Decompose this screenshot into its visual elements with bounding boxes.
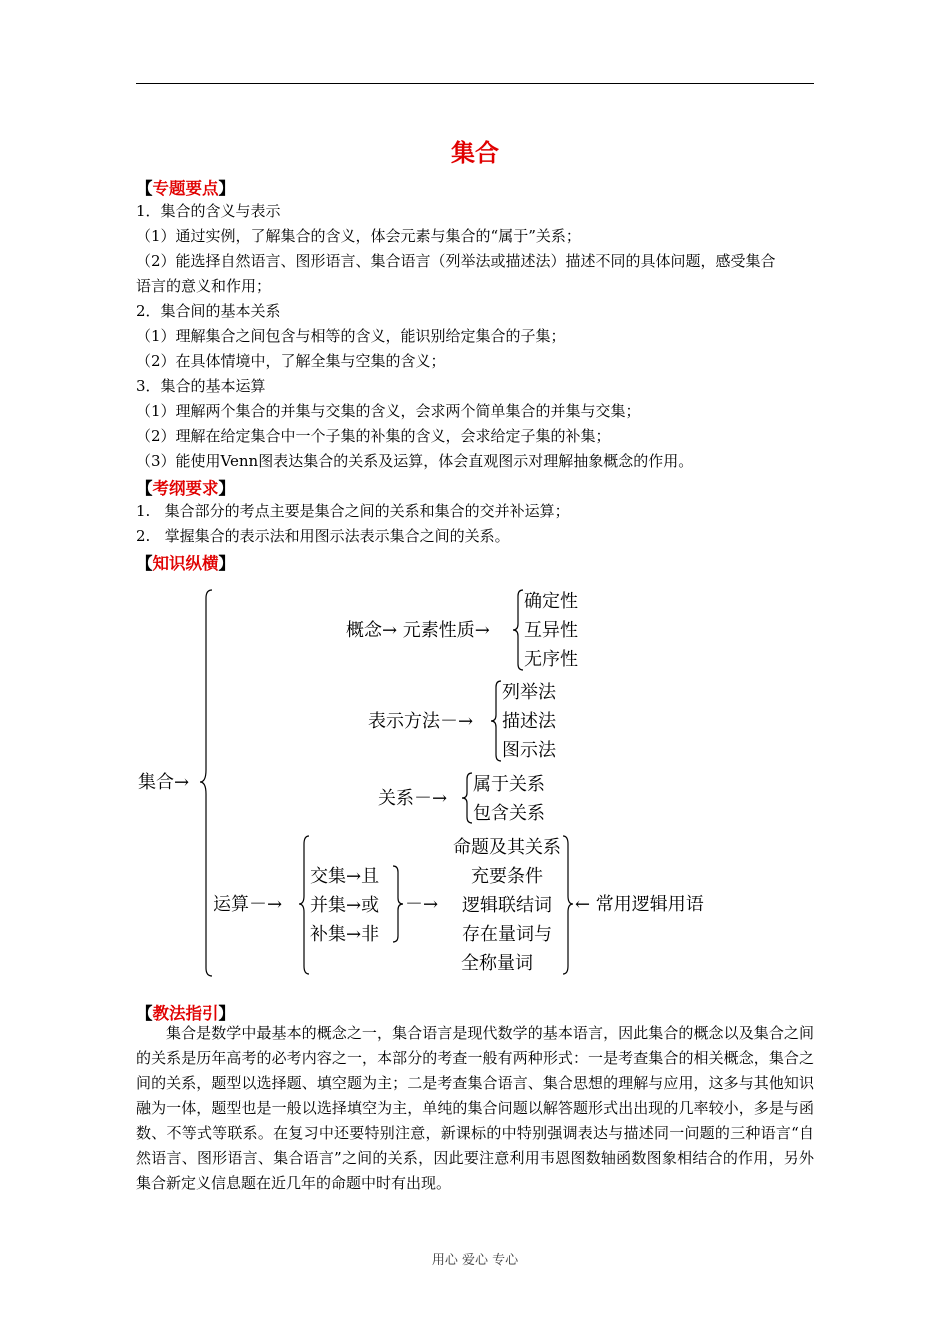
text-line: 3．集合的基本运算 xyxy=(136,377,266,395)
text-line: （2）在具体情境中，了解全集与空集的含义； xyxy=(136,352,446,370)
root-brace xyxy=(200,590,212,976)
representation-brace xyxy=(491,681,501,761)
relation-type: 包含关系 xyxy=(473,803,545,824)
operation-item: 补集→非 xyxy=(310,924,380,945)
section-heading-label: 知识纵横 xyxy=(152,554,219,573)
logic-item: 全称量词 xyxy=(461,953,533,974)
logic-item: 充要条件 xyxy=(471,866,543,887)
rep-method: 列举法 xyxy=(502,682,556,703)
section-heading-label: 考纲要求 xyxy=(152,479,219,498)
section-heading-teaching: 【教法指引】 xyxy=(136,1004,235,1023)
operation-item: 并集→或 xyxy=(310,895,380,916)
logic-brace xyxy=(563,836,573,974)
concept-label: 概念→ 元素性质→ xyxy=(346,620,490,641)
operation-label: 运算－→ xyxy=(213,894,283,915)
rep-method: 描述法 xyxy=(502,711,556,732)
teaching-paragraph: 集合是数学中最基本的概念之一，集合语言是现代数学的基本语言，因此集合的概念以及集合之间的关系是历年高考的必考内容之一，本部分的考查一般有两种形式：一是考查集合的相关概念，集合之间的关系，题型以选择题、填空题为主；二是考查集合语言、集合思想的理解与应用，这多与其他知识融为一体，题型也是一般以选择填空为主，单纯的集合问题以解答题形式出出现的几率较小，多是与函数、不等式等联系。在复习中还要特别注意，新课标的中特别强调表达与描述同一问题的三种语言“自然语言、图形语言、集合语言”之间的关系，因此要注意利用韦恩图数轴函数图象相结合的作用，另外集合新定义信息题在近几年的命题中时有出现。 xyxy=(136,1024,814,1192)
diagram-root-label: 集合→ xyxy=(138,772,190,793)
text-line: （1）通过实例，了解集合的含义，体会元素与集合的“属于”关系； xyxy=(136,227,581,245)
text-line: （2）能选择自然语言、图形语言、集合语言（列举法或描述法）描述不同的具体问题，感受集合 xyxy=(136,252,776,270)
page-title: 集合 xyxy=(451,139,499,167)
header-rule xyxy=(136,83,814,84)
concept-prop: 互异性 xyxy=(524,620,578,641)
section-heading-knowledge: 【知识纵横】 xyxy=(136,554,235,573)
operation-inner-brace xyxy=(393,866,403,942)
knowledge-diagram xyxy=(0,580,950,985)
operation-item: 交集→且 xyxy=(310,866,380,887)
rep-method: 图示法 xyxy=(502,740,556,761)
section-heading-label: 教法指引 xyxy=(152,1004,219,1023)
concept-prop: 无序性 xyxy=(524,649,578,670)
relation-brace xyxy=(462,773,472,823)
text-line: 2. 掌握集合的表示法和用图示法表示集合之间的关系。 xyxy=(136,527,510,545)
section-heading-exam-requirements: 【考纲要求】 xyxy=(136,479,235,498)
page-footer: 用心 爱心 专心 xyxy=(431,1253,519,1268)
section-heading-label: 专题要点 xyxy=(152,179,219,198)
logic-item: 命题及其关系 xyxy=(453,837,561,858)
concept-prop: 确定性 xyxy=(524,591,578,612)
logic-item: 逻辑联结词 xyxy=(462,895,552,916)
representation-label: 表示方法－→ xyxy=(368,711,474,732)
text-line: 语言的意义和作用； xyxy=(136,277,272,295)
section-heading-key-points: 【专题要点】 xyxy=(136,179,235,198)
relation-type: 属于关系 xyxy=(473,774,545,795)
logic-item: 存在量词与 xyxy=(462,924,552,945)
text-line: （2）理解在给定集合中一个子集的补集的含义，会求给定子集的补集； xyxy=(136,427,611,445)
text-line: 1. 集合部分的考点主要是集合之间的关系和集合的交并补运算； xyxy=(136,502,570,520)
operation-arrow: －→ xyxy=(405,894,439,915)
text-line: （1）理解集合之间包含与相等的含义，能识别给定集合的子集； xyxy=(136,327,566,345)
text-line: 1．集合的含义与表示 xyxy=(136,202,281,220)
logic-label: ← 常用逻辑用语 xyxy=(575,894,704,915)
text-line: （1）理解两个集合的并集与交集的含义，会求两个简单集合的并集与交集； xyxy=(136,402,641,420)
text-line: （3）能使用Venn图表达集合的关系及运算，体会直观图示对理解抽象概念的作用。 xyxy=(136,452,694,470)
concept-brace xyxy=(513,590,523,670)
text-line: 2．集合间的基本关系 xyxy=(136,302,281,320)
operation-outer-brace xyxy=(299,836,309,974)
relation-label: 关系－→ xyxy=(378,788,448,809)
